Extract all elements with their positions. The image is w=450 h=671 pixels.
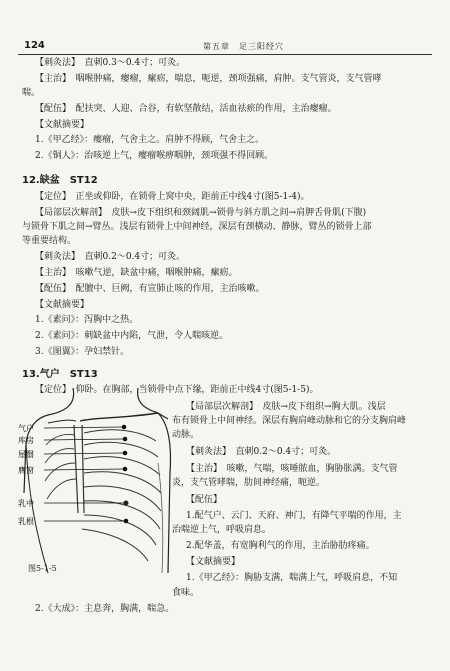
anatomy-text: 【局部层次解剖】 皮肤→皮下组织→胸大肌。浅层 (186, 402, 386, 412)
point-label-qihu: 气户 (18, 424, 34, 433)
literature-heading: 【文献摘要】 (35, 120, 90, 130)
point-label-rugen: 乳根 (18, 517, 34, 526)
point-label-wuyi: 屋翳 (18, 450, 34, 459)
anatomy-text-cont: 等重要结构。 (22, 236, 77, 246)
running-head: 第五章 足三阳经穴 (203, 42, 284, 51)
literature-item: 1.《素问》：泻胸中之热。 (35, 315, 139, 325)
literature-item: 2.《素问》：刺缺盆中内陷，气泄，令人喘咳逆。 (35, 331, 229, 341)
chest-illustration-svg (18, 383, 173, 578)
indication-text-cont: 炎，支气管哮喘，肋间神经痛，呃逆。 (172, 478, 326, 488)
indication-text: 【主治】 咳嗽，气喘，咳唾脓血，胸胁胀满。支气管 (186, 464, 398, 474)
section-title-st12: 12.缺盆 ST12 (22, 175, 98, 186)
literature-item: 2.《铜人》：治咳逆上气，瘿瘤喉痹咽肿，颈项强不得回顾。 (35, 151, 274, 161)
page-header (18, 40, 432, 55)
point-label-kufang: 库房 (18, 436, 34, 445)
indication-text-cont: 喘。 (22, 88, 41, 98)
combination-text: 【配伍】 配膻中、巨阙，有宣肺止咳的作用，主治咳嗽。 (35, 284, 265, 294)
literature-item: 3.《图翼》：孕妇禁针。 (35, 347, 130, 357)
combination-item-cont: 治喘逆上气，呼吸肩息。 (172, 525, 272, 535)
acumox-text: 【刺灸法】 直刺0.3～0.4寸；可灸。 (35, 58, 186, 68)
anatomy-text: 【局部层次解剖】 皮肤→皮下组织和颈阔肌→锁骨与斜方肌之间→肩胛舌骨肌(下腹) (35, 208, 367, 218)
literature-heading: 【文献摘要】 (35, 300, 90, 310)
section-title-st13: 13.气户 ST13 (22, 369, 98, 380)
anatomy-text-cont: 动脉。 (172, 430, 200, 440)
acumox-text: 【刺灸法】 直刺0.2～0.4寸；可灸。 (35, 252, 186, 262)
figure-caption: 图5-1-5 (28, 564, 57, 573)
anatomy-text-cont: 与锁骨下肌之间→臂丛。浅层有锁骨上中间神经，深层有颈横动、静脉，臂丛的锁骨上部 (22, 222, 372, 232)
indication-text: 【主治】 咽喉肿痛，瘿瘤，瘰疬，喘息，呃逆，颈项强痛，肩肿。支气管炎，支气管哮 (35, 74, 382, 84)
acumox-text: 【刺灸法】 直刺0.2～0.4寸；可灸。 (186, 447, 337, 457)
point-label-ruzhong: 乳中 (18, 499, 34, 508)
point-label-yingchuang: 膺窗 (18, 466, 34, 475)
combination-item: 1.配气户、云门、天府、神门，有降气平喘的作用，主 (186, 511, 402, 521)
literature-item-cont: 食味。 (172, 588, 200, 598)
location-text: 【定位】 正坐或仰卧，在锁骨上窝中央，距前正中线4寸(图5-1-4)。 (35, 192, 310, 202)
literature-item: 1.《甲乙经》：胸胁支满，喘满上气，呼吸肩息，不知 (186, 573, 398, 583)
literature-item: 1.《甲乙经》：瘿瘤，气舍主之。肩肿不得顾，气舍主之。 (35, 135, 265, 145)
anatomy-text-cont: 布有锁骨上中间神经。深层有胸肩峰动脉和它的分支胸肩峰 (172, 416, 407, 426)
location-text: 【定位】 仰卧。在胸部，当锁骨中点下缘，距前正中线4寸(图5-1-5)。 (35, 385, 319, 395)
combination-text: 【配伍】 配扶突、人迎、合谷，有软坚散结，活血祛瘀的作用，主治瘿瘤。 (35, 104, 337, 114)
indication-text: 【主治】 咳嗽气逆，缺盆中痛，咽喉肿痛，瘰疬。 (35, 268, 238, 278)
chest-illustration (18, 383, 173, 578)
literature-heading: 【文献摘要】 (186, 557, 241, 567)
page-number: 124 (24, 40, 45, 51)
combination-item: 2.配华盖，有宽胸利气的作用，主治胁肋疼痛。 (186, 541, 375, 551)
literature-item: 2.《大成》：主息奔，胸满，喘急。 (35, 604, 175, 614)
combination-heading: 【配伍】 (186, 495, 223, 505)
